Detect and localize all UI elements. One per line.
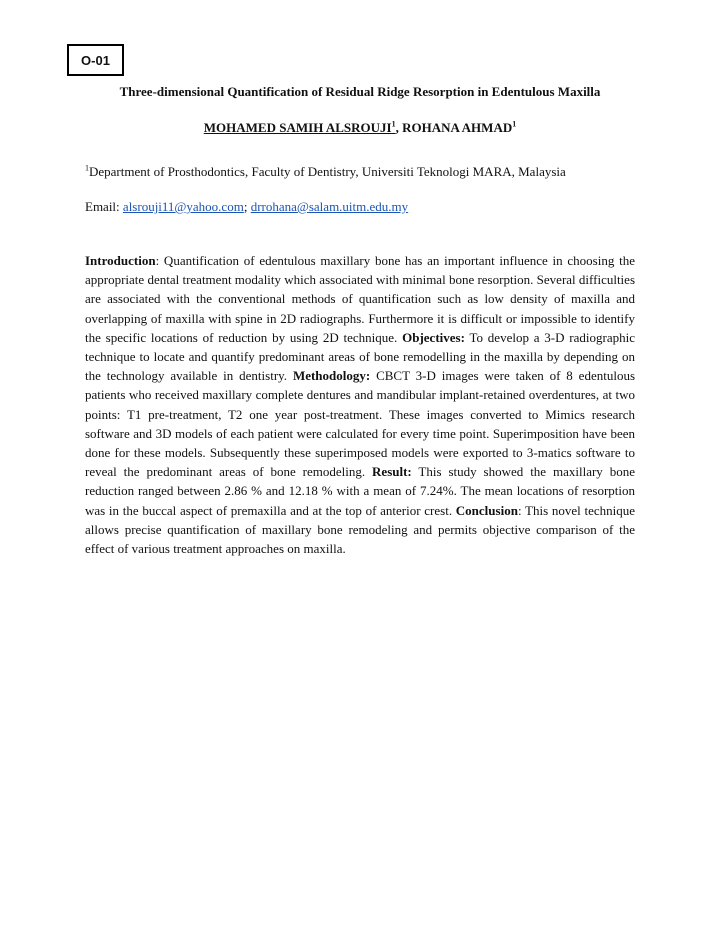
affiliation-text: Department of Prosthodontics, Faculty of Dentistry, Universiti Teknologi MARA, Malaysia	[89, 164, 566, 179]
introduction-text: : Quantification of edentulous maxillary bone has an important influence in choosing the appropriate dental treatment modality which associated with minimal bone resorption. Several difficulties are associated with the conventional methods of quantification such as low density of maxilla and overlapping of maxilla with spine in 2D radiographs. Furthermore it is difficult or impossible to identify the specific locations of reduction by using 2D technique.	[85, 253, 635, 345]
author-1-name: MOHAMED SAMIH ALSROUJI	[203, 120, 392, 135]
author-primary	[204, 120, 396, 135]
conclusion-heading: Conclusion	[455, 502, 518, 518]
objectives-heading: Objectives:	[402, 329, 465, 345]
paper-title: Three-dimensional Quantification of Residual Ridge Resorption in Edentulous Maxilla	[119, 84, 601, 99]
email-link-1[interactable]: alsrouji11@yahoo.com	[122, 199, 244, 214]
author-line	[0, 120, 720, 136]
objectives-text: To develop a 3-D radiographic technique to locate and quantify predominant areas of bone remodelling in the maxilla by depending on the technology available in dentistry.	[85, 329, 635, 384]
email-label: Email:	[85, 199, 123, 214]
email-separator: ;	[243, 199, 251, 214]
methodology-heading: Methodology:	[292, 368, 371, 384]
conclusion-text: : This novel technique allows precise quantification of maxillary bone remodeling and permits objective comparison of the effect of various treatment approaches on maxilla.	[85, 502, 636, 557]
email-link-2[interactable]: drrohana@salam.uitm.edu.my	[250, 199, 409, 214]
methodology-text: CBCT 3-D images were taken of 8 edentulous patients who received maxillary complete dentures and mandibular implant-retained overdentures, at two points: T1 pre-treatment, T2 one year post-treatment. These images converted to Mimics research software and 3D models of each patient were calculated for every time point. Superimposition have been done for these models. Subsequently these superimposed models were exported to 3-matics software to reveal the predominant areas of bone remodeling.	[85, 368, 636, 480]
author-2-affil-mark: 1	[512, 119, 517, 129]
introduction-heading: Introduction	[85, 253, 156, 268]
author-separator: ,	[395, 120, 403, 135]
result-heading: Result:	[372, 464, 412, 480]
abstract-code-box	[67, 44, 124, 76]
result-text: This study showed the maxillary bone reduction ranged between 2.86 % and 12.18 % with a mean of 7.24%. The mean locations of resorption was in the buccal aspect of premaxilla and at the top of anterior crest.	[85, 464, 636, 518]
affiliation	[85, 164, 566, 180]
author-1-affil-mark: 1	[391, 119, 396, 129]
email-line	[85, 199, 408, 215]
affiliation-mark: 1	[85, 163, 89, 173]
author-2-name: ROHANA AHMAD	[402, 120, 513, 135]
abstract-code: O-01	[81, 52, 110, 68]
abstract-body	[85, 251, 635, 558]
